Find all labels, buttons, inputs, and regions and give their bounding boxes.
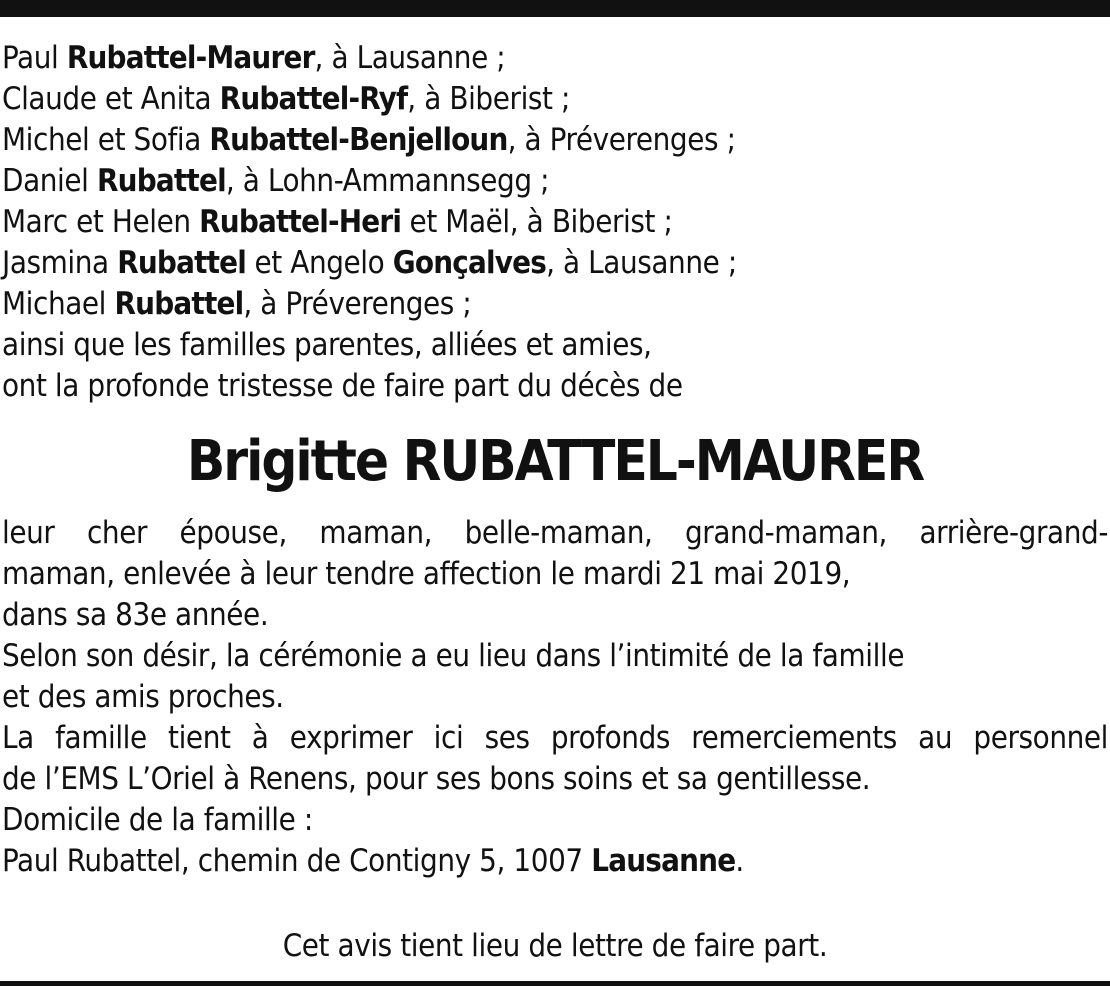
family-given-names: Daniel bbox=[2, 163, 97, 199]
body-line: Selon son désir, la cérémonie a eu lieu dans l’intimité de la famille bbox=[2, 638, 905, 674]
family-location: , à Lausanne ; bbox=[314, 40, 506, 76]
family-line bbox=[2, 38, 737, 79]
announcement-line: ont la profonde tristesse de faire part du décès de bbox=[2, 368, 683, 404]
family-line bbox=[2, 161, 737, 202]
body-line: de l’EMS L’Oriel à Renens, pour ses bons soins et sa gentillesse. bbox=[2, 761, 871, 797]
family-surname: Rubattel-Heri bbox=[199, 204, 402, 240]
family-surname: Rubattel bbox=[96, 163, 226, 199]
family-line bbox=[2, 120, 737, 161]
family-location: , à Lohn-Ammannsegg ; bbox=[225, 163, 550, 199]
relatives-line: ainsi que les familles parentes, alliées et amies, bbox=[2, 327, 652, 363]
family-given-names: Paul bbox=[2, 40, 67, 76]
family-location: et Maël, à Biberist ; bbox=[401, 204, 673, 240]
address-period: . bbox=[735, 843, 744, 879]
family-given-names: Marc et Helen bbox=[2, 204, 200, 240]
top-rule bbox=[0, 0, 1110, 17]
family-line bbox=[2, 79, 737, 120]
body-line: Domicile de la famille : bbox=[2, 802, 313, 838]
family-given-names: Claude et Anita bbox=[2, 81, 220, 117]
family-surname: Rubattel-Benjelloun bbox=[209, 122, 508, 158]
family-location: , à Biberist ; bbox=[407, 81, 571, 117]
family-surname: Rubattel bbox=[114, 286, 244, 322]
family-surname-second: Gonçalves bbox=[392, 245, 547, 281]
body-line: maman, enlevée à leur tendre affection le mardi 21 mai 2019, bbox=[2, 556, 851, 592]
obituary-body bbox=[2, 513, 1108, 882]
family-line bbox=[2, 284, 737, 325]
bottom-rule bbox=[0, 981, 1110, 986]
deceased-name: Brigitte RUBATTEL-MAURER bbox=[186, 429, 924, 494]
family-location: , à Préverenges ; bbox=[243, 286, 472, 322]
family-given-names: Michael bbox=[2, 286, 115, 322]
body-line: La famille tient à exprimer ici ses profonds remerciements au personnel bbox=[2, 720, 1108, 756]
address-street: Paul Rubattel, chemin de Contigny 5, 1007 bbox=[2, 843, 592, 879]
family-line bbox=[2, 243, 737, 284]
family-location: , à Préverenges ; bbox=[507, 122, 736, 158]
family-location: , à Lausanne ; bbox=[546, 245, 737, 281]
family-line bbox=[2, 202, 737, 243]
closing-note: Cet avis tient lieu de lettre de faire part. bbox=[282, 928, 828, 964]
family-address bbox=[2, 841, 1108, 882]
family-surname: Rubattel-Maurer bbox=[66, 40, 315, 76]
family-given-names: Michel et Sofia bbox=[2, 122, 210, 158]
family-list bbox=[2, 38, 737, 407]
family-surname: Rubattel bbox=[117, 245, 247, 281]
body-line: et des amis proches. bbox=[2, 679, 284, 715]
family-surname: Rubattel-Ryf bbox=[219, 81, 408, 117]
family-given-names: Jasmina bbox=[2, 245, 118, 281]
family-connector: et Angelo bbox=[246, 245, 393, 281]
address-city: Lausanne bbox=[591, 843, 736, 879]
body-line: dans sa 83e année. bbox=[2, 597, 269, 633]
body-line: leur cher épouse, maman, belle-maman, grand-maman, arrière-grand- bbox=[2, 515, 1108, 551]
